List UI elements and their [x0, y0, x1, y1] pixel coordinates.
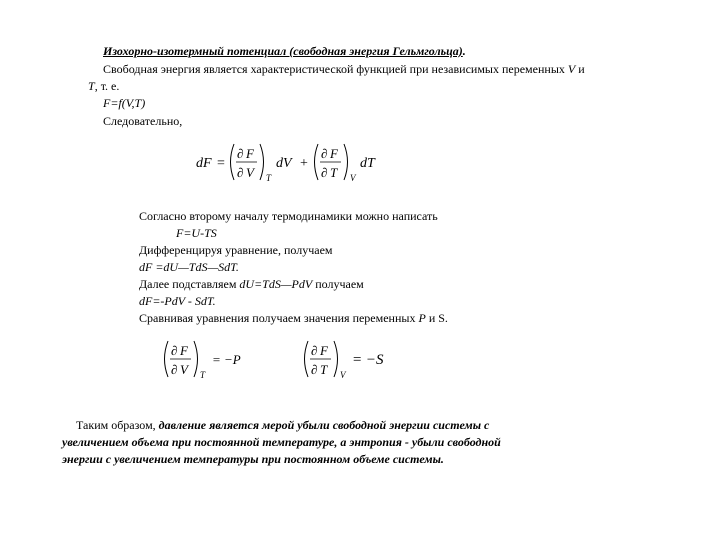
conclusion-line-1 — [76, 418, 489, 433]
eq-f: F — [246, 146, 254, 161]
result-equation-entropy — [300, 337, 400, 385]
eq-v: V — [180, 362, 188, 377]
intro-text-a: Свободная энергия является характеристической функцией при независимых переменных — [103, 62, 568, 76]
partial-symbol: ∂ — [171, 343, 178, 358]
eq-t: T — [320, 362, 328, 377]
body-text: получаем — [312, 277, 364, 291]
body-text: Сравнивая уравнения получаем значения переменных — [139, 311, 419, 325]
body-text: и S. — [425, 311, 448, 325]
eq-dv: dV — [276, 156, 292, 171]
body-line-6: dF=-PdV - SdT. — [139, 294, 216, 308]
body-line-7 — [139, 311, 448, 326]
body-line-1: Согласно второму началу термодинамики можно написать — [139, 209, 438, 223]
eq-dt: dT — [360, 156, 375, 171]
partial-symbol: ∂ — [321, 165, 328, 180]
var-p: P — [418, 311, 426, 325]
eq-f: F — [330, 146, 338, 161]
therefore-text: Следовательно, — [103, 114, 183, 128]
main-equation — [196, 140, 396, 188]
body-line-4: dF =dU—TdS—SdT. — [139, 260, 239, 274]
partial-symbol: ∂ — [171, 362, 178, 377]
rhs-minus-s: = −S — [352, 352, 384, 368]
heading-period: . — [462, 44, 466, 58]
subscript-t: T — [266, 173, 272, 183]
eq-f: F — [180, 343, 188, 358]
conclusion-line-3: энергии с увеличением температуры при постоянном объеме системы. — [62, 452, 444, 466]
intro-text-b: и — [575, 62, 585, 76]
rhs-minus-p: = −P — [212, 352, 241, 367]
intro-text-c: , т. е. — [94, 79, 120, 93]
heading-title: Изохорно-изотермный потенциал (свободная энергия Гельмгольца) — [103, 44, 463, 58]
eq-t: T — [330, 165, 338, 180]
eq-f: F — [320, 343, 328, 358]
eq-plus: + — [300, 156, 308, 171]
body-line-3: Дифференцируя уравнение, получаем — [139, 243, 333, 257]
conclusion-emphasis: давление является мерой убыли свободной энергии системы с — [158, 418, 490, 432]
subscript-v: V — [340, 370, 346, 380]
partial-symbol: ∂ — [237, 165, 244, 180]
partial-symbol: ∂ — [321, 146, 328, 161]
eq-equals: = — [217, 156, 225, 171]
body-line-2: F=U-TS — [176, 226, 217, 240]
var-t: T — [88, 79, 95, 93]
eq-lhs: dF — [196, 156, 212, 171]
section-heading — [103, 44, 466, 59]
conclusion-line-2: увеличением объема при постоянной температуре, а энтропия - убыли свободной — [62, 435, 501, 449]
body-text: Далее подставляем — [139, 277, 240, 291]
result-equation-pressure — [160, 337, 260, 385]
partial-symbol: ∂ — [311, 362, 318, 377]
intro-line-1 — [103, 62, 585, 77]
eq-v: V — [246, 165, 254, 180]
var-v: V — [567, 62, 576, 76]
intro-line-2 — [88, 79, 119, 94]
conclusion-text: Таким образом, — [76, 418, 159, 432]
subscript-t: T — [200, 370, 206, 380]
body-formula: dU=TdS—PdV — [239, 277, 313, 291]
partial-symbol: ∂ — [237, 146, 244, 161]
function-definition: F=f(V,T) — [103, 96, 146, 110]
subscript-v: V — [350, 173, 356, 183]
body-line-5 — [139, 277, 364, 292]
partial-symbol: ∂ — [311, 343, 318, 358]
